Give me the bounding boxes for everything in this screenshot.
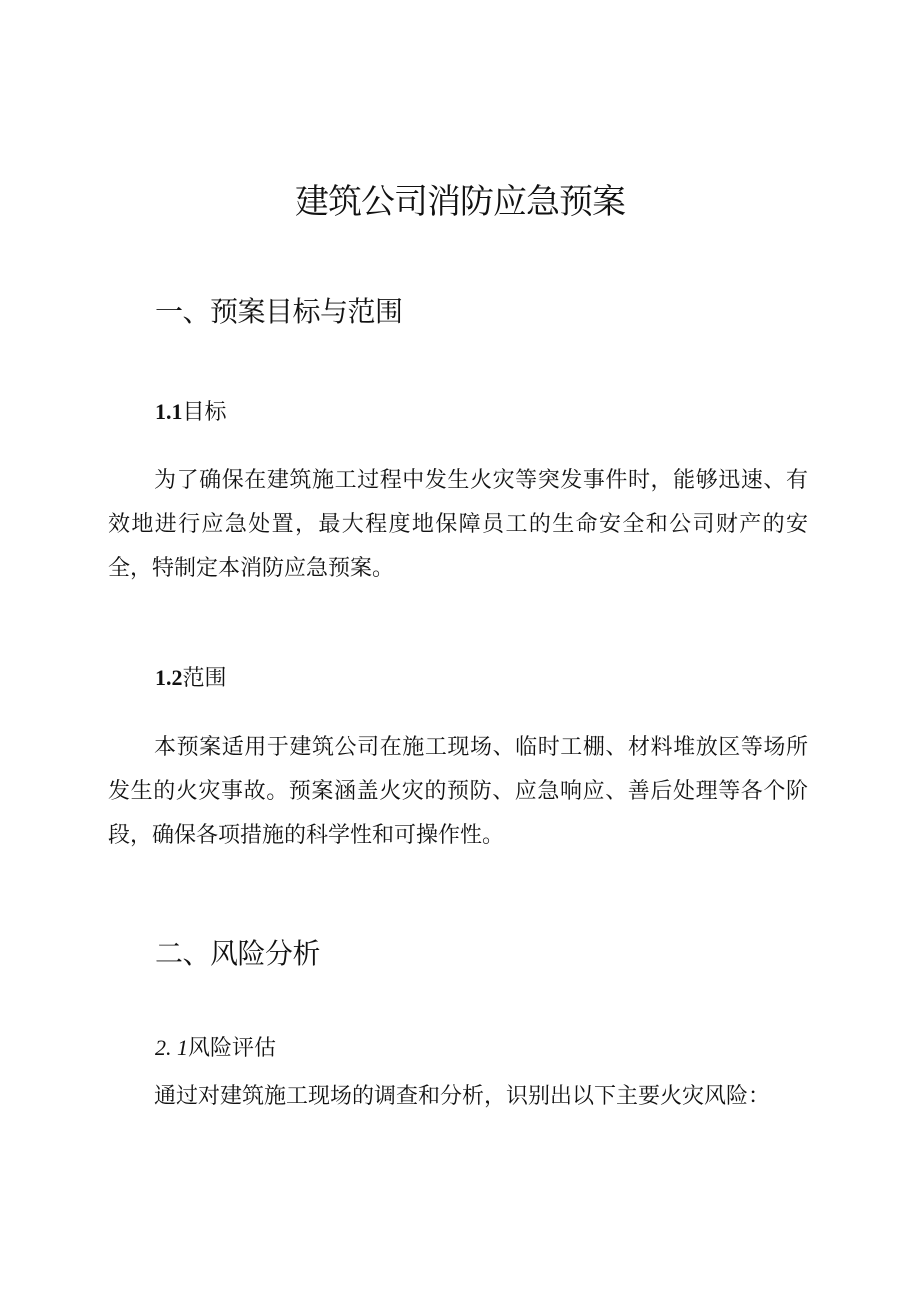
paragraph-1-1: 为了确保在建筑施工过程中发生火灾等突发事件时，能够迅速、有效地进行应急处置，最大程度地保障员工的生命安全和公司财产的安全，特制定本消防应急预案。 (108, 468, 808, 581)
subsection-heading-1-2 (155, 662, 227, 695)
subsection-label: 目标 (182, 400, 227, 425)
subsection-label: 范围 (182, 666, 227, 691)
section-heading-2: 二、风险分析 (155, 937, 321, 970)
subsection-label: 风险评估 (188, 1036, 277, 1061)
section-heading-1: 一、预案目标与范围 (155, 295, 403, 328)
subsection-number: 1.1 (155, 399, 183, 424)
document-title: 建筑公司消防应急预案 (295, 182, 625, 222)
subsection-number: 1.2 (155, 665, 183, 690)
subsection-heading-2-1 (155, 1032, 276, 1065)
subsection-number: 2. 1 (155, 1035, 188, 1060)
paragraph-1-2: 本预案适用于建筑公司在施工现场、临时工棚、材料堆放区等场所发生的火灾事故。预案涵盖火灾的预防、应急响应、善后处理等各个阶段，确保各项措施的科学性和可操作性。 (108, 735, 808, 848)
subsection-heading-1-1 (155, 396, 227, 429)
paragraph-2-1: 通过对建筑施工现场的调查和分析，识别出以下主要火灾风险： (154, 1084, 771, 1109)
